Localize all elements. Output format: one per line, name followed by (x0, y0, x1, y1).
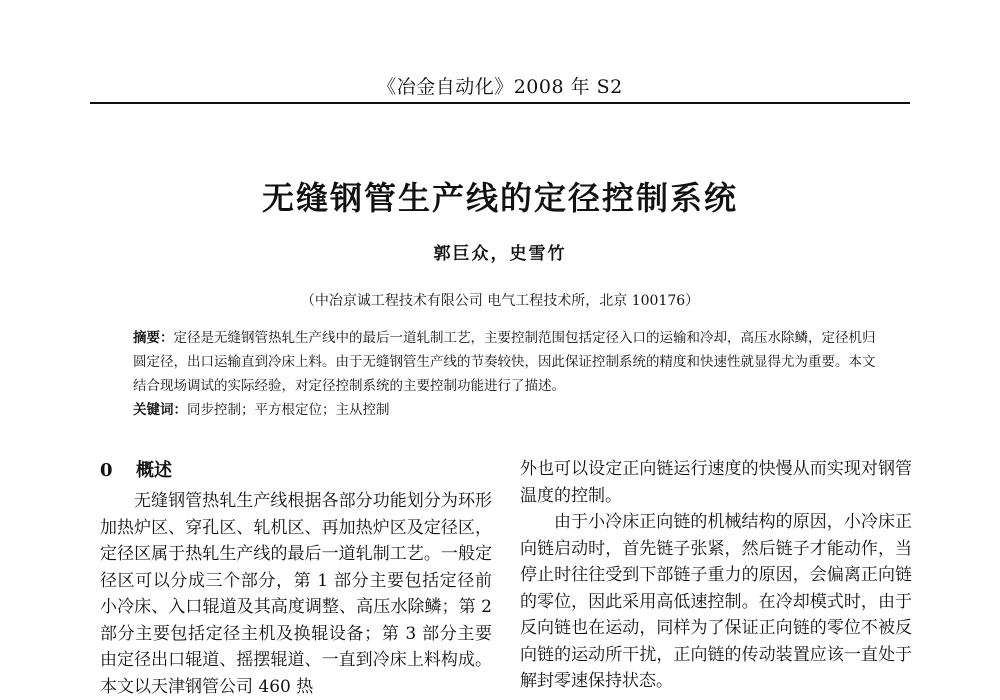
left-column (100, 456, 492, 700)
body-paragraph: 无缝钢管热轧生产线根据各部分功能划分为环形加热炉区、穿孔区、轧机区、再加热炉区及定径区，定径区属于热轧生产线的最后一道轧制工艺。一般定径区可以分成三个部分，第 1 部分主要包括定径前小冷床、入口辊道及其高度调整、高压水除鳞；第 2 部分主要包括定径主机及换辊设备；第 3 部分主要由定径出口辊道、摇摆辊道、一直到冷床上料构成。本文以天津钢管公司 460 热 (100, 491, 492, 697)
abstract-label: 摘要： (133, 330, 174, 346)
keywords-text: 同步控制；平方根定位；主从控制 (187, 402, 390, 418)
abstract-text: 定径是无缝钢管热轧生产线中的最后一道轧制工艺，主要控制范围包括定径入口的运输和冷却，高压水除鳞，定径机归圆定径，出口运输直到冷床上料。由于无缝钢管生产线的节奏较快，因此保证控制系统的精度和快速性就显得尤为重要。本文结合现场调试的实际经验，对定径控制系统的主要控制功能进行了描述。 (133, 330, 876, 394)
section-heading (100, 456, 492, 486)
right-column (520, 456, 912, 695)
paper-affiliation: （中冶京诚工程技术有限公司 电气工程技术所，北京 100176） (300, 293, 700, 309)
paper-title: 无缝钢管生产线的定径控制系统 (261, 179, 738, 217)
journal-header: 《冶金自动化》2008 年 S2 (377, 76, 623, 98)
keywords-label: 关键词： (133, 402, 187, 418)
section-number: 0 (100, 460, 113, 481)
keywords (133, 398, 878, 422)
header-rule (90, 102, 910, 104)
body-paragraph: 外也可以设定正向链运行速度的快慢从而实现对钢管温度的控制。 (520, 459, 912, 506)
paper-authors: 郭巨众，史雪竹 (433, 244, 567, 264)
abstract (133, 326, 878, 398)
section-title: 概述 (136, 460, 172, 481)
abstract-block (133, 326, 878, 422)
body-paragraph: 由于小冷床正向链的机械结构的原因，小冷床正向链启动时，首先链子张紧，然后链子才能动作，当停止时往往受到下部链子重力的原因，会偏离正向链的零位，因此采用高低速控制。在冷却模式时，由于反向链也在运动，同样为了保证正向链的零位不被反向链的运动所干扰，正向链的传动装置应该一直处于解封零速保持状态。 (520, 512, 912, 691)
